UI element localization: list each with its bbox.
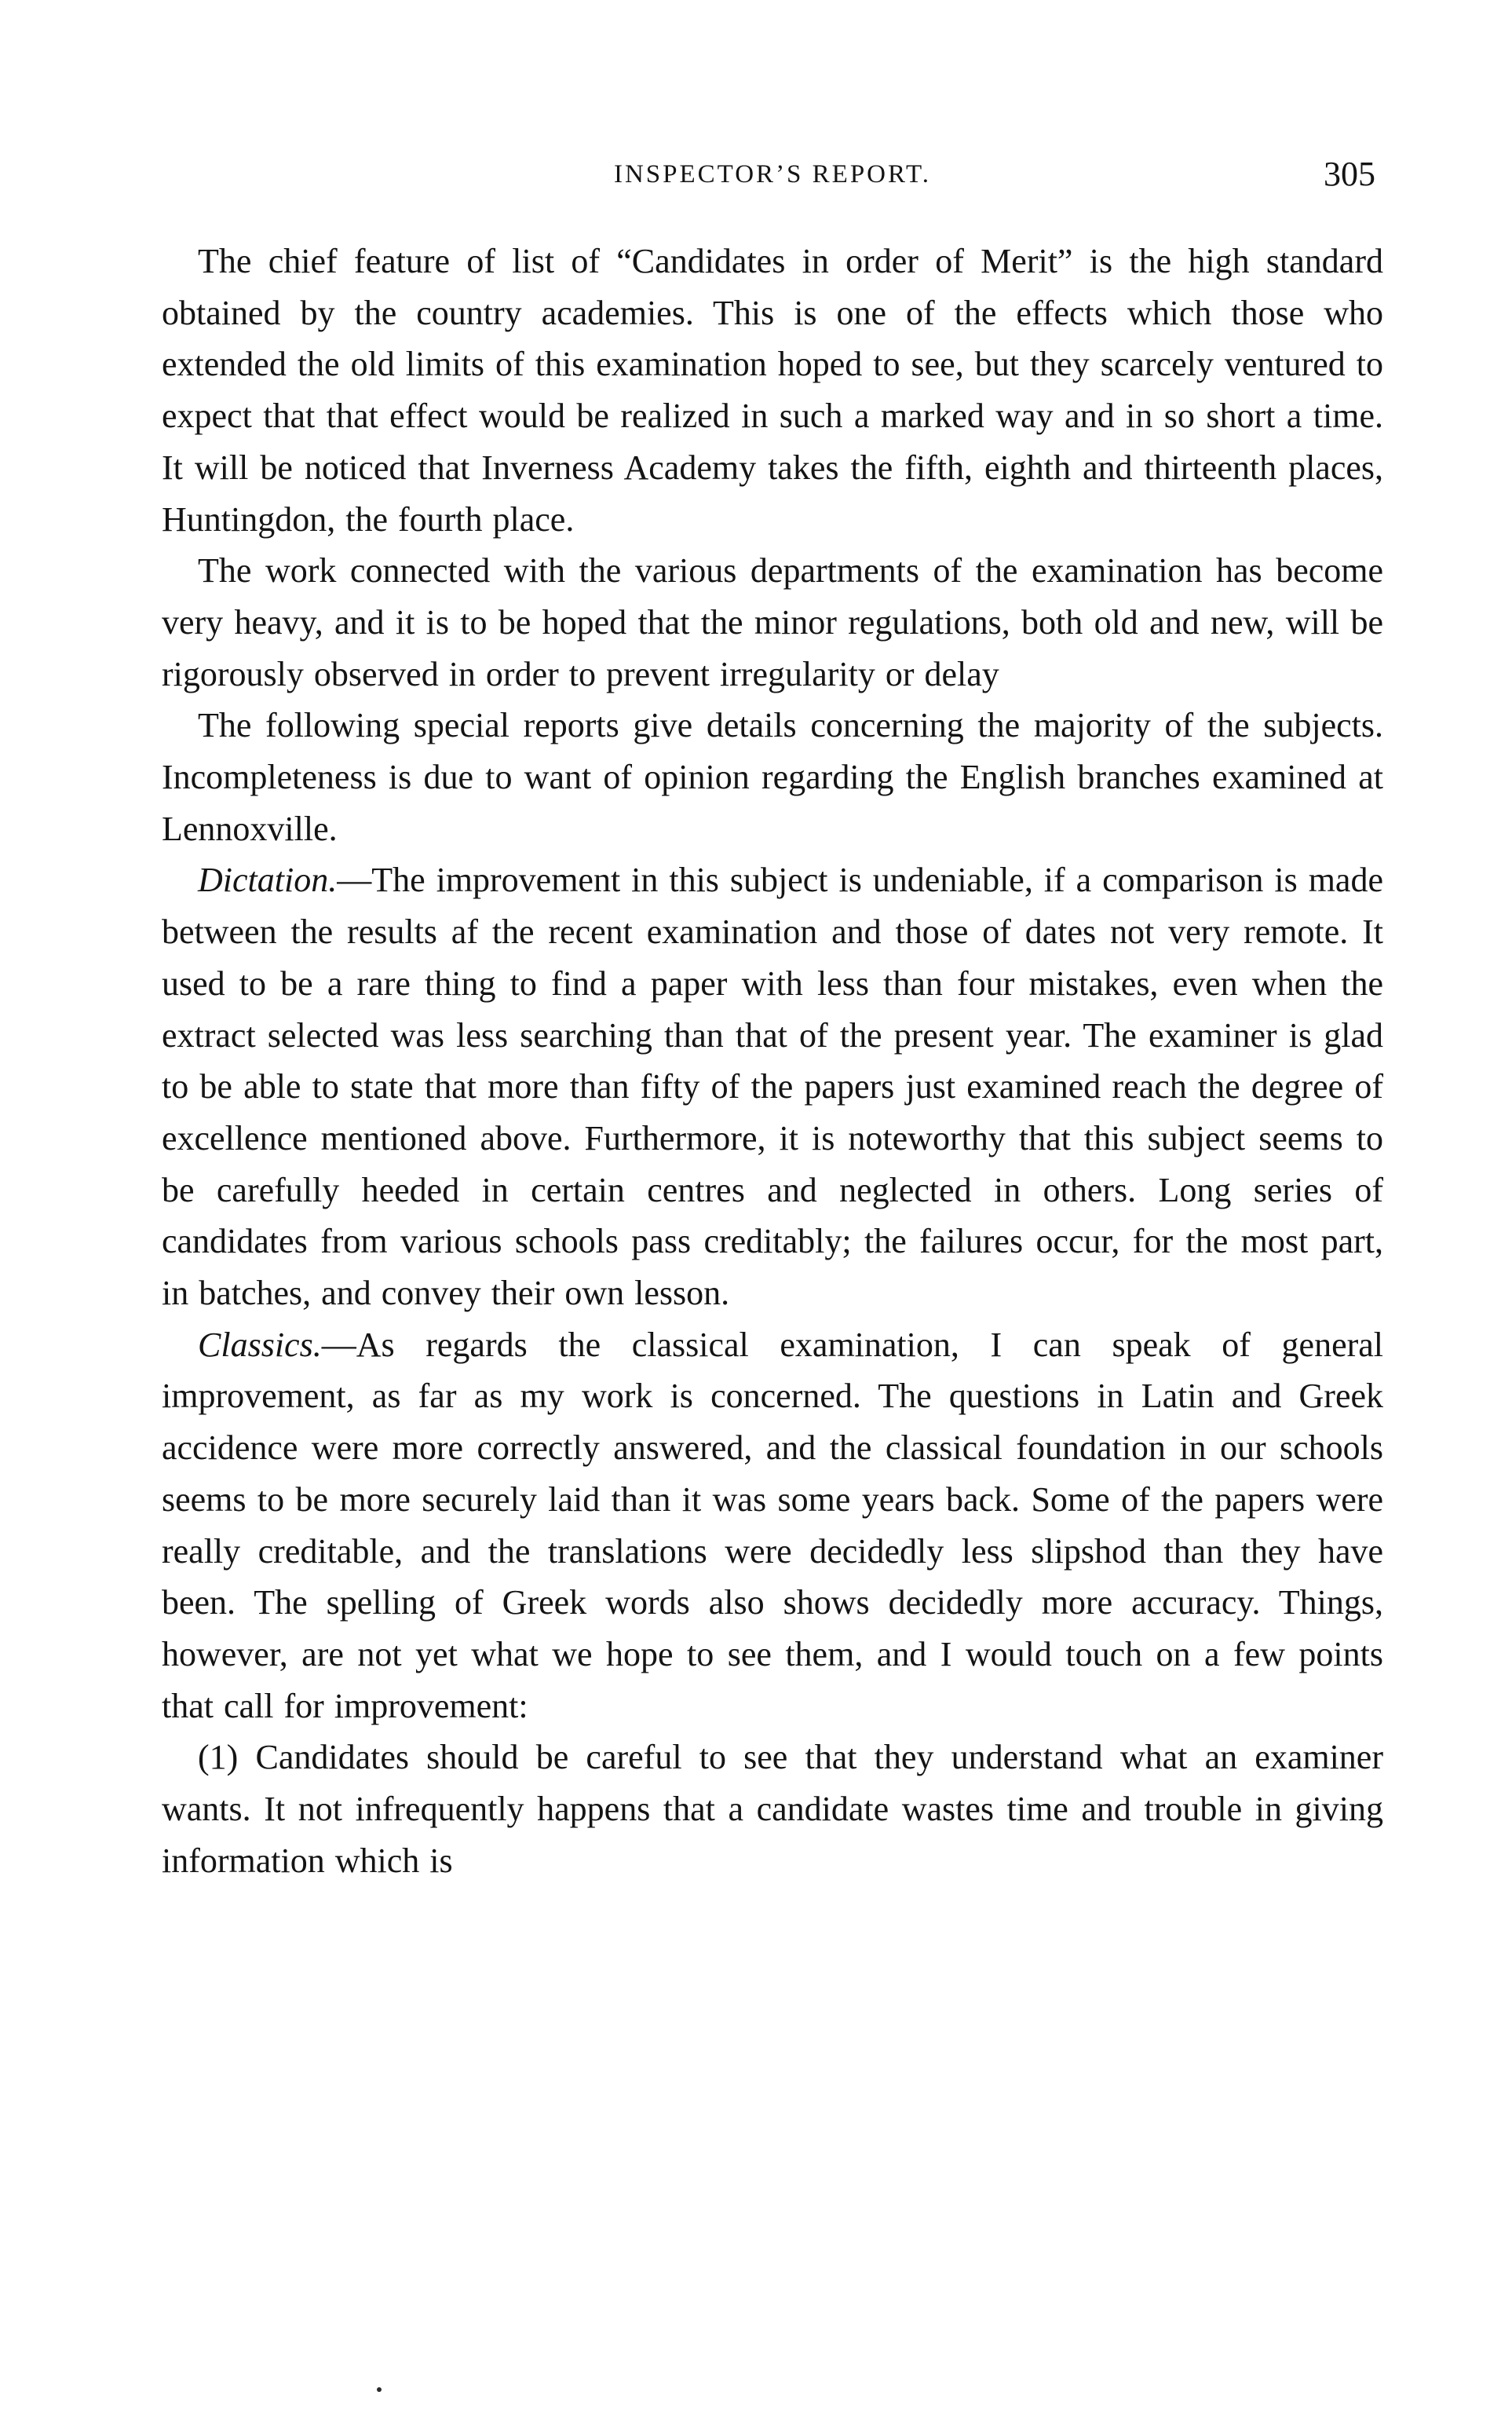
- running-head: [162, 154, 1383, 201]
- paragraph-regulations: [162, 545, 1383, 700]
- paragraph-classics: [162, 1319, 1383, 1732]
- section-lead-classics: Classics.: [198, 1325, 322, 1364]
- running-title: INSPECTOR’S REPORT.: [613, 160, 932, 188]
- paragraph-dictation: [162, 854, 1383, 1318]
- paragraph-merit-list: [162, 236, 1383, 545]
- section-lead-dictation: Dictation.: [198, 861, 338, 900]
- body-text: [162, 236, 1383, 1887]
- paragraph-text: The chief feature of list of “Candidates in order of Merit” is the high standard obtained by the country academies. This is one of the effects which those who extended the old limits of this examination hoped to see, but they scarcely ventured to expect that that effect would be realized in such a marked way and in so short a time. It will be noticed that Inverness Academy takes the fifth, eighth and thirteenth places, Huntingdon, the fourth place.: [162, 242, 1383, 539]
- paragraph-text: The work connected with the various departments of the examination has become very heavy, and it is to be hoped that the minor regulations, both old and new, will be rigorously observed in order to prevent irregularity or delay: [162, 551, 1383, 693]
- paragraph-text: —As regards the classical examination, I can speak of general improvement, as far as my work is concerned. The questions in Latin and Greek accidence were more correctly answered, and the classical foundation in our schools seems to be more securely laid than it was some years back. Some of the papers were really creditable, and the translations were decidedly less slipshod than they have been. The spelling of Greek words also shows decidedly more accuracy. Things, however, are not yet what we hope to see them, and I would touch on a few points that call for improvement:: [162, 1325, 1383, 1725]
- paragraph-text: (1) Candidates should be careful to see that they understand what an examiner wants. It not infrequently happens that a candidate wastes time and trouble in giving information which is: [162, 1738, 1383, 1880]
- page-number: 305: [1324, 155, 1375, 193]
- print-speck: [377, 2387, 382, 2392]
- paragraph-text: —The improvement in this subject is undeniable, if a comparison is made between the results af the recent examination and those of dates not very remote. It used to be a rare thing to find a paper with less than four mistakes, even when the extract selected was less searching than that of the present year. The examiner is glad to be able to state that more than fifty of the papers just examined reach the degree of excellence mentioned above. Furthermore, it is noteworthy that this subject seems to be carefully heeded in certain centres and neglected in others. Long series of candidates from various schools pass creditably; the failures occur, for the most part, in batches, and convey their own lesson.: [162, 861, 1383, 1313]
- paragraph-point-one: [162, 1732, 1383, 1886]
- paragraph-special-reports: [162, 700, 1383, 854]
- paragraph-text: The following special reports give details concerning the majority of the subjects. Incompleteness is due to want of opinion regarding the English branches examined at Lennoxville.: [162, 706, 1383, 848]
